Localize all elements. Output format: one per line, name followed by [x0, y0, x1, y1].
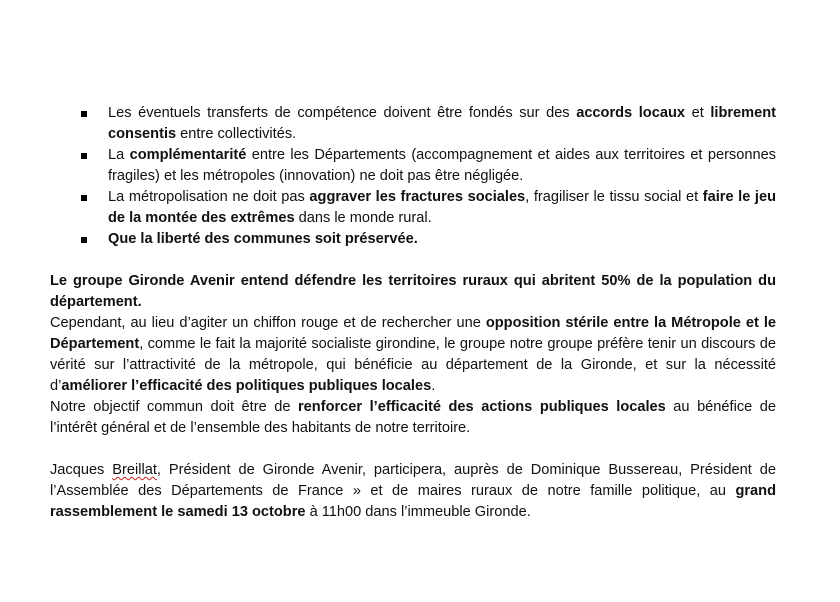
paragraph [50, 271, 776, 313]
text-run: dans le monde rural. [294, 210, 432, 226]
text-run: Jacques [50, 462, 113, 478]
bullet-list [50, 103, 776, 250]
bold-text: aggraver les fractures sociales [309, 189, 526, 205]
paragraph [50, 313, 776, 397]
text-run: La métropolisation ne doit pas [108, 189, 310, 205]
bold-text: améliorer l’efficacité des politiques publiques locales [61, 378, 432, 394]
text-run: Breillat [112, 462, 157, 478]
text-run: Les éventuels transferts de compétence doivent être fondés sur des [108, 105, 577, 121]
bold-text: Le groupe Gironde Avenir entend défendre les territoires ruraux qui abritent 50% de la population du département. [50, 273, 776, 310]
bold-text: faire le jeu de la montée des extrêmes [108, 189, 777, 226]
text-run: , comme le fait la majorité socialiste girondine, le groupe notre groupe préfère tenir un discours de vérité sur l’attractivité de la métropole, qui bénéficie au département de la Gironde, et sur la nécessité d’ [50, 336, 776, 394]
text-run: à 11h00 dans l’immeuble Gironde. [305, 504, 531, 520]
document-body [50, 103, 776, 523]
bold-text: opposition stérile entre la Métropole et le Département [50, 315, 776, 352]
paragraph-spacer [50, 250, 776, 271]
text-run: , fragiliser le tissu social et [525, 189, 703, 205]
bold-text: accords locaux [576, 105, 685, 121]
bullet-item [50, 229, 776, 250]
square-bullet-icon [81, 153, 87, 159]
paragraph-spacer [50, 439, 776, 460]
paragraph [50, 397, 776, 439]
paragraphs [50, 271, 776, 523]
square-bullet-icon [81, 111, 87, 117]
text-run: entre collectivités. [176, 126, 297, 142]
square-bullet-icon [81, 237, 87, 243]
text-run: . [431, 378, 436, 394]
text-run: Notre objectif commun doit être de [50, 399, 298, 415]
bold-text: librement consentis [108, 105, 777, 142]
bold-text: Que la liberté des communes soit préservée. [108, 231, 418, 247]
bullet-item [50, 103, 776, 145]
bold-text: complémentarité [129, 147, 247, 163]
text-run: entre les Départements (accompagnement et aides aux territoires et personnes fragiles) et les métropoles (innovation) ne doit pas être négligée. [108, 147, 776, 184]
text-run: Cependant, au lieu d’agiter un chiffon rouge et de rechercher une [50, 315, 486, 331]
paragraph [50, 460, 776, 523]
square-bullet-icon [81, 195, 87, 201]
text-run: au bénéfice de l’intérêt général et de l’ensemble des habitants de notre territoire. [50, 399, 777, 436]
text-run: La [108, 147, 130, 163]
text-run: , Président de Gironde Avenir, participera, auprès de Dominique Bussereau, Président de l’Assemblée des Départements de France » et de maires ruraux de notre famille politique, au [50, 462, 776, 499]
bold-text: renforcer l’efficacité des actions publiques locales [298, 399, 666, 415]
text-run: et [685, 105, 711, 121]
bold-text: grand rassemblement le samedi 13 octobre [50, 483, 776, 520]
bullet-item [50, 187, 776, 229]
bullet-item [50, 145, 776, 187]
